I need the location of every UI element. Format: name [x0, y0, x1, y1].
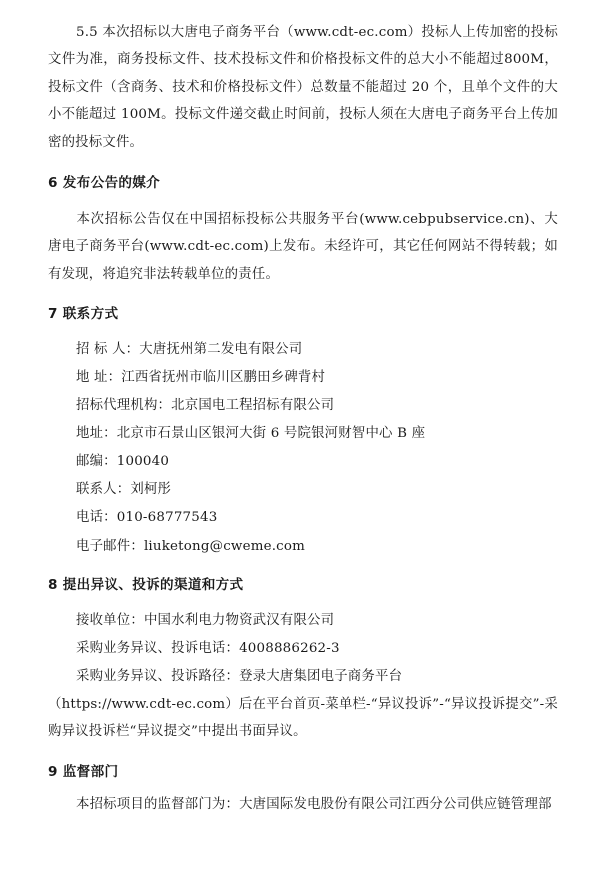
contact-address: 地 址：江西省抚州市临川区鹏田乡碑背村 — [76, 370, 326, 385]
section-8-heading: 8 提出异议、投诉的渠道和方式 — [48, 577, 244, 593]
contact-email: 电子邮件：liuketong@cweme.com — [76, 539, 306, 554]
section-9-heading: 9 监督部门 — [48, 764, 119, 780]
contact-postcode: 邮编：100040 — [76, 454, 170, 469]
objection-receiver: 接收单位：中国水利电力物资武汉有限公司 — [76, 613, 335, 628]
section-6-heading: 6 发布公告的媒介 — [48, 175, 161, 191]
contact-agency: 招标代理机构：北京国电工程招标有限公司 — [76, 398, 335, 413]
contact-person: 联系人：刘柯彤 — [76, 482, 172, 497]
section-9-text: 本招标项目的监督部门为：大唐国际发电股份有限公司江西分公司供应链管理部 — [76, 797, 552, 812]
section-9-paragraph — [48, 791, 558, 818]
contact-phone: 电话：010-68777543 — [76, 510, 218, 525]
section-5-5-paragraph — [48, 19, 558, 156]
contact-tenderer: 招 标 人：大唐抚州第二发电有限公司 — [76, 342, 303, 357]
objection-phone: 采购业务异议、投诉电话：4008886262-3 — [76, 641, 340, 656]
section-5-5-text: 5.5 本次招标以大唐电子商务平台（www.cdt-ec.com）投标人上传加密的投标文件为准，商务投标文件、技术投标文件和价格投标文件的总大小不能超过800M，投标文件（含商务、技术和价格投标文件）总数量不能超过 20 个，且单个文件的大小不能超过 100M。投标文件递交截止时间前，投标人须在大唐电子商务平台上传加密的投标文件。 — [48, 25, 558, 150]
section-6-paragraph — [48, 206, 558, 288]
section-7-heading: 7 联系方式 — [48, 306, 119, 322]
section-6-text: 本次招标公告仅在中国招标投标公共服务平台(www.cebpubservice.cn)、大唐电子商务平台(www.cdt-ec.com)上发布。未经许可，其它任何网站不得转载；如有发现，将追究非法转载单位的责任。 — [48, 212, 558, 282]
objection-path-continuation: （https://www.cdt-ec.com）后在平台首页-菜单栏-“异议投诉”-“异议投诉提交”-采购异议投诉栏“异议提交”中提出书面异议。 — [48, 697, 558, 740]
objection-path: 采购业务异议、投诉路径：登录大唐集团电子商务平台 — [76, 669, 403, 684]
contact-agency-address: 地址：北京市石景山区银河大街 6 号院银河财智中心 B 座 — [76, 426, 426, 441]
